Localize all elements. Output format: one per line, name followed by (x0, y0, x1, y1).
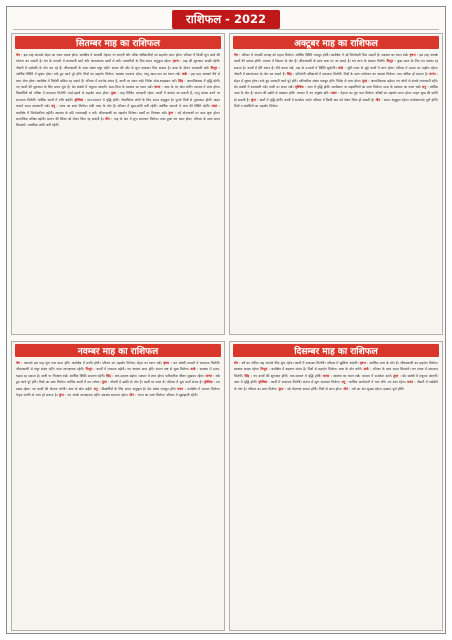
zodiac-sign-label: सिंह (106, 373, 111, 378)
zodiac-sign-label: मकर (177, 386, 184, 391)
zodiac-sign-label: मीन (105, 117, 110, 122)
zodiac-sign-label: मकर (211, 104, 218, 109)
horoscope-text: : नए कार्यों की शुरुआत होगी। मान-सम्मान में वृद्धि होगी। (249, 373, 323, 378)
zodiac-sign-label: तुला (362, 78, 368, 83)
horoscope-text: : परिवार में आपकी सलाह को महत्व मिलेगा। आर्थिक स्थिति मजबूत होगी। कार्यक्षेत्र में नई जिम्मेदारी मिल सकती है। स्वास्थ्य का ध्यान रखें। (237, 53, 410, 57)
horoscope-text: : खर्चों में वृद्धि होगी। कार्यों में सतर्कता बरतें। परिवार में किसी बात को लेकर चिंता हो सकती है। (255, 97, 376, 102)
panel-body (16, 360, 220, 398)
horoscope-text: : समय अनुकूल रहेगा। मनोकामनाएं पूर्ण होंगी। मित्रों व संबंधियों का सहयोग मिलेगा। (234, 97, 439, 109)
horoscope-text: : आर्थिक लाभ के योग हैं। जीवनसाथी का सहयोग मिलेगा। स्वास्थ्य अच्छा रहेगा। (234, 361, 438, 372)
panel-body (16, 52, 220, 129)
horoscope-text: : नई योजनाएं सफल होंगी। मित्रों से लाभ होगा। (283, 386, 344, 391)
horoscope-text: : नौकरी में पदोन्नति के योग हैं। परिवार का साथ मिलेगा। (234, 380, 438, 391)
zodiac-sign-label: सिंह (286, 72, 292, 77)
zodiac-sign-label: तुला (111, 91, 116, 96)
horoscope-text: : नई योजनाओं पर काम शुरू होगा। सामाजिक प्रतिष्ठा बढ़ेगी। संतान की शिक्षा को लेकर चिंता रह सकती है। (16, 110, 220, 122)
horoscope-text: : इस माह आपको धैर्य से काम लेना होगा। कार्यक्षेत्र में विरोधी सक्रिय रह सकते हैं। परिवार में मतभेद संभव हैं, वाणी पर संयम रखें। निवेश सोच-समझकर करें। (16, 72, 220, 83)
zodiac-sign-label: वृषभ (163, 361, 170, 365)
horoscope-text: : इस माह आपको सेहत का ध्यान रखना होगा। कार्यक्षेत्र में आपकी मेहनत रंग लाएगी और वरिष्ठ अधिकारियों का सहयोग प्राप्त होगा। परिवार में किसी शुभ कार्य की योजना बन सकती है। धन के मामलों में सावधानी बरतें और अनावश्यक खर्चों से बचें। व्यापारियों के लिए समय अनुकूल रहेगा। (16, 53, 220, 64)
zodiac-sign-label: कन्या (429, 72, 436, 77)
zodiac-sign-label: सिंह (178, 78, 184, 83)
horoscope-text: : नए संपर्क लाभदायक रहेंगे। स्वास्थ्य सामान्य रहेगा। (63, 393, 130, 398)
horoscope-text: : धार्मिक यात्रा के योग हैं। संतान की उन्नति से प्रसन्नता होगी। व्यापार में नए अनुबंध होंगे। (234, 85, 438, 96)
zodiac-sign-label: मेष (234, 361, 238, 365)
zodiac-sign-label: मिथुन (260, 367, 268, 372)
horoscope-text: : कार्यों में व्यस्तता बढ़ेगी। नए अवसर प्राप्त होंगे। संतान पक्ष से सुख मिलेगा। (92, 367, 191, 372)
zodiac-sign-label: कुंभ (278, 386, 284, 391)
zodiac-sign-label: मेष (16, 53, 20, 57)
horoscope-text: : कार्यक्षेत्र में बदलाव संभव है। मित्रों से सहयोग मिलेगा। यात्रा के योग बनेंगे। (267, 367, 364, 372)
zodiac-sign-label: वृषभ (409, 53, 416, 57)
zodiac-sign-label: वृषभ (172, 59, 179, 64)
horoscope-text: : वर्ष का अंतिम माह आपके लिए शुभ रहेगा। कार्यों में सफलता मिलेगी। परिवार में खुशियां आएंगी। (237, 361, 360, 365)
zodiac-sign-label: मिथुन (210, 65, 218, 70)
horoscope-text: : इस माह आपके कार्यों की प्रशंसा होगी। व्यापार में विस्तार के योग हैं। जीवनसाथी के साथ यात्रा पर जा सकते हैं। धन लाभ के अवसर मिलेंगे। (234, 53, 438, 64)
zodiac-sign-label: मिथुन (85, 367, 93, 372)
horoscope-text: : भूमि-भवन से जुड़े कार्यों में लाभ होगा। परिवार में उत्सव का माहौल रहेगा। नौकरी में स्थानांतरण के योग बन सकते हैं। (234, 65, 438, 77)
horoscope-text: : आत्मविश्वास में वृद्धि होगी। नए कार्यों की शुरुआत के लिए समय शुभ है। प्रेम संबंधों में मधुरता आएगी। माता-पिता के स्वास्थ्य का ध्यान रखें। (16, 78, 220, 90)
zodiac-sign-label: मकर (407, 380, 414, 385)
zodiac-sign-label: वृश्चिक (258, 380, 268, 385)
zodiac-sign-label: मकर (330, 91, 337, 96)
horoscope-text: : वर्ष का अंत सुखद रहेगा। इच्छाएं पूर्ण होंगी। (348, 386, 405, 391)
zodiac-sign-label: कर्क (363, 367, 369, 372)
zodiac-sign-label: कर्क (190, 367, 196, 372)
zodiac-sign-label: कर्क (181, 72, 188, 77)
horoscope-text: : नौकरी में उन्नति के योग हैं। खर्चों पर ध्यान दें। परिवार में शुभ कार्य संभव है। (106, 380, 204, 385)
zodiac-sign-label: कर्क (338, 65, 344, 70)
zodiac-sign-label: कुंभ (168, 110, 174, 115)
horoscope-text: : भाग्य का साथ मिलेगा। लंबी यात्रा के योग हैं। परिवार में सुख-शांति बनी रहेगी। आर्थिक मामलों में लाभ की स्थिति रहेगी। (55, 104, 212, 109)
horoscope-text: : कार्यक्षेत्र में जिम्मेदारियां बढ़ेंगी। स्वास्थ्य के प्रति लापरवाही न करें। जीवनसाथी का सहयोग मिलेगा। खर्चों पर नियंत्रण रखें। (16, 104, 221, 115)
horoscope-text: : धार्मिक आयोजनों में भाग लेंगे। मन शांत रहेगा। (345, 380, 408, 385)
zodiac-sign-label: कन्या (322, 373, 330, 378)
zodiac-sign-label: मेष (234, 53, 238, 57)
title-divider (13, 29, 439, 30)
zodiac-sign-label: वृश्चिक (294, 85, 304, 90)
september-horoscope-panel (11, 33, 225, 335)
zodiac-sign-label: धनु (422, 85, 427, 90)
horoscope-text: : आत्मविश्वास बढ़ेगा। नए लोगों से संपर्क लाभकारी रहेंगे। प्रेम संबंधों में सावधानी रखें। वाणी पर संयम रखें। (234, 78, 439, 90)
page-title: राशिफल - 2022 (172, 10, 280, 29)
zodiac-sign-label: मिथुन (386, 59, 394, 64)
zodiac-sign-label: कुंभ (59, 393, 64, 398)
horoscope-text: : आय में वृद्धि होगी। कार्यस्थल पर सहयोगियों का साथ मिलेगा। माता के स्वास्थ्य का ध्यान रखें। (303, 85, 423, 90)
zodiac-sign-label: सिंह (244, 373, 250, 378)
november-horoscope-panel (11, 341, 225, 631)
horoscope-text: : आर्थिक स्थिति में सुधार होगा। रुके हुए कार्य पूरे होंगे। मित्रों का सहयोग मिलेगा। स्वास्थ्य सामान्य रहेगा, परंतु खान-पान का ध्यान रखें। (16, 65, 221, 77)
zodiac-sign-label: मीन (129, 393, 135, 398)
horoscope-text: : भाग्य का साथ मिलेगा। परिवार में खुशहाली रहेगी। (134, 393, 198, 398)
horoscope-text: : रुके हुए कार्य पूरे होंगे। मित्रों का साथ मिलेगा। धार्मिक कार्यों में मन लगेगा। (16, 373, 220, 385)
horoscope-text: : स्वास्थ्य में उतार-चढ़ाव रह सकता है। वाणी पर नियंत्रण रखें। आर्थिक स्थिति सामान्य रहेगी। (16, 367, 220, 378)
zodiac-sign-label: वृषभ (359, 361, 366, 365)
panel-heading: नवम्बर माह का राशिफल (15, 344, 221, 357)
zodiac-sign-label: मेष (16, 361, 20, 365)
horoscope-text: : मेहनत का पूरा फल मिलेगा। वरिष्ठों का सहयोग प्राप्त होगा। वाहन सुख की प्राप्ति हो सकती है। (234, 91, 438, 102)
zodiac-sign-label: धनु (51, 104, 56, 109)
panel-heading: दिसम्बर माह का राशिफल (233, 344, 439, 357)
horoscope-text: : माह के अंत में शुभ समाचार मिलेगा। रुका हुआ धन प्राप्त होगा। परिवार के साथ समय बिताएंगे। मानसिक शांति बनी रहेगी। (16, 117, 221, 128)
horoscope-text: : कुछ समय के लिए मन अशांत रह सकता है। कार्यों में देरी संभव है। धैर्य बनाए रखें, माह के उत्तरार्ध में स्थिति सुधरेगी। (234, 59, 438, 70)
zodiac-sign-label: मीन (343, 386, 349, 391)
horoscope-text: : माह मिश्रित फलदायी रहेगा। कार्यों में बाधाएं आ सकती हैं, परंतु प्रयास करने पर सफलता मिलेगी। धार्मिक कार्यों में रुचि बढ़ेगी। (16, 91, 220, 102)
horoscope-text: : मान-सम्मान में वृद्धि होगी। नौकरीपेशा लोगों के लिए समय अनुकूल है। पुराने मित्रों से मुलाकात होगी। वाहन चलाते समय सावधानी रखें। (16, 97, 220, 109)
horoscope-text: : प्रेम संबंधों में मधुरता आएगी। आय में वृद्धि होगी। (234, 373, 438, 385)
horoscope-text: : प्रतियोगी परीक्षाओं में सफलता मिलेगी। मित्रों के साथ मनोरंजन का अवसर मिलेगा। व्यय अधिक हो सकता है। (291, 72, 430, 77)
zodiac-sign-label: मीन (375, 97, 381, 102)
horoscope-text: : कार्यों में सफलता मिलेगी। संतान से शुभ समाचार मिलेगा। (267, 380, 342, 385)
zodiac-sign-label: तुला (393, 373, 399, 378)
panel-body (234, 52, 438, 110)
panel-heading: अक्टूबर माह का राशिफल (233, 36, 439, 49)
panel-heading: सितम्बर माह का राशिफल (15, 36, 221, 49)
horoscope-text: : स्वास्थ्य का ध्यान रखें। व्यापार में सतर्कता बरतें। (329, 373, 394, 378)
horoscope-text: : मान-सम्मान बढ़ेगा। व्यापार में लाभ होगा। पारिवारिक जीवन सुखमय रहेगा। (110, 373, 206, 378)
zodiac-sign-label: कन्या (205, 373, 212, 378)
zodiac-sign-label: धनु (93, 386, 98, 391)
horoscope-text: : परिवार के साथ समय बिताएंगे। धन संचय में सफलता मिलेगी। (234, 367, 438, 378)
horoscope-page (6, 6, 446, 634)
zodiac-sign-label: कन्या (154, 85, 161, 90)
horoscope-text: : मन प्रसन्न रहेगा। नए कार्यों की योजना बनेगी। आय के स्रोत बढ़ेंगे। (16, 380, 220, 391)
zodiac-sign-label: वृश्चिक (74, 97, 84, 102)
october-horoscope-panel (229, 33, 443, 335)
horoscope-text: : माह की शुरुआत अच्छी रहेगी। नौकरी में पदोन्नति के योग बन रहे हैं। जीवनसाथी के साथ संबंध मधुर रहेंगे। संतान की ओर से शुभ समाचार मिल सकता है। यात्रा के दौरान सावधानी रखें। (16, 59, 220, 70)
horoscope-text: : कार्यक्षेत्र में सम्मान मिलेगा। पैतृक संपत्ति से लाभ हो सकता है। (16, 386, 220, 398)
december-horoscope-panel (229, 341, 443, 631)
zodiac-sign-label: तुला (101, 380, 107, 385)
horoscope-text: : विद्यार्थियों के लिए समय अनुकूल है। प्रेम संबंध मजबूत होंगे। (97, 386, 178, 391)
horoscope-text: : आय के नए स्रोत बनेंगे। व्यापार में लाभ होगा। विद्यार्थियों को परीक्षा में सफलता मिलेगी। भाई-बहनों से सहयोग प्राप्त होगा। (16, 85, 220, 96)
zodiac-sign-label: धनु (341, 380, 346, 385)
panel-body (234, 360, 438, 392)
zodiac-sign-label: कुंभ (250, 97, 256, 102)
zodiac-sign-label: वृश्चिक (203, 380, 213, 385)
horoscope-text: : धन संबंधी मामलों में सफलता मिलेगी। जीवनसाथी से मधुर संबंध रहेंगे। यात्रा लाभदायक रहेगी। (16, 361, 220, 372)
horoscope-text: : आपको इस माह शुभ फल प्राप्त होंगे। कार्यक्षेत्र में प्रगति होगी। परिवार का सहयोग मिलेगा। सेहत का ध्यान रखें। (19, 361, 164, 365)
horoscope-text: : सेहत में सुधार होगा। रुके हुए सरकारी कार्य पूरे होंगे। पारिवारिक संबंध मजबूत होंगे। निवेश से लाभ होगा। (234, 72, 438, 83)
